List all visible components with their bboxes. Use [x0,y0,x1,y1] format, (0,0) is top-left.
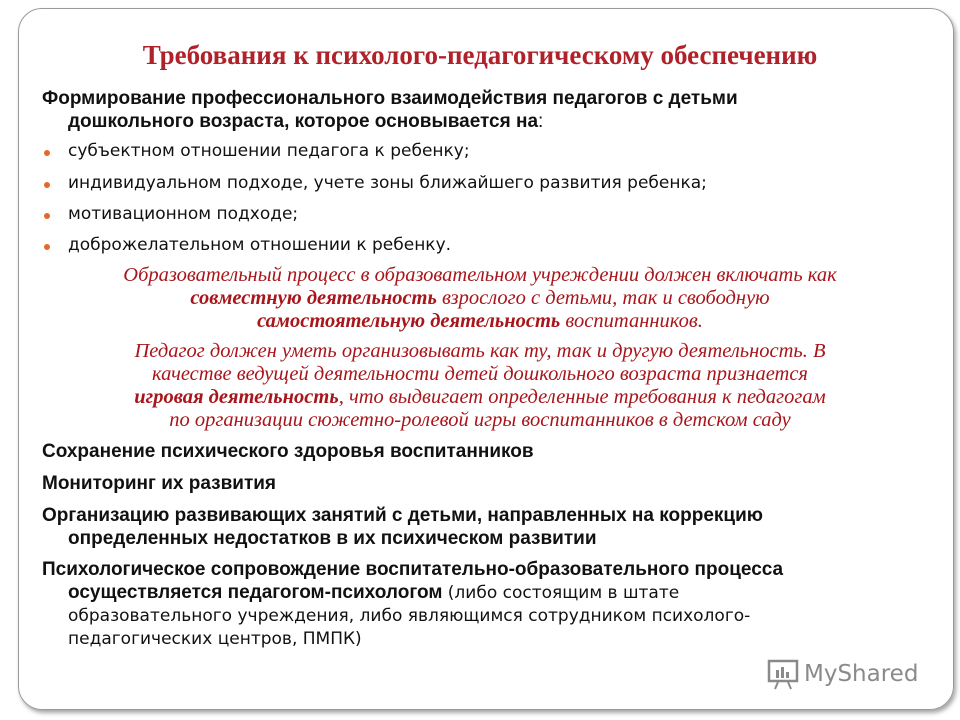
intro-colon: : [538,111,544,132]
intro-line-1: Формирование профессионального взаимодействия педагогов с детьми [42,88,738,109]
bullet-icon [44,244,50,250]
text: воспитанников. [560,310,703,332]
para2-line-1: Педагог должен уметь организовывать как ту, так и другую деятельность. В [134,340,826,362]
intro-text: дошкольного возраста, которое основывается на [68,111,539,132]
item-support-line-2 [68,582,679,604]
watermark-text: MyShared [804,661,919,687]
para2-line-2: качестве ведущей деятельности детей дошкольного возраста признается [152,363,808,385]
bullet-icon [44,182,50,188]
emphasis: игровая деятельность [134,386,339,408]
item-classes-line-1: Организацию развивающих занятий с детьми, направленных на коррекцию [42,505,763,526]
bullet-icon [44,213,50,219]
item-classes-line-2: определенных недостатков в их психическом развитии [68,528,597,549]
emphasis: совместную деятельность [190,287,437,309]
bullet-icon [44,150,50,156]
item-monitoring: Мониторинг их развития [42,473,277,494]
bullet-item: мотивационном подходе; [68,204,299,224]
text: взрослого с детьми, так и свободную [436,287,770,309]
intro-line-2 [68,111,543,133]
bullet-item: доброжелательном отношении к ребенку. [68,235,452,255]
emphasis: осуществляется педагогом-психологом [68,582,443,603]
presentation-icon [766,658,800,690]
watermark-logo [766,658,918,690]
para1-line-2 [0,287,960,310]
slide-title: Требования к психолого-педагогическому обеспечению [142,40,818,70]
item-support-line-1: Психологическое сопровождение воспитательно-образовательного процесса [42,559,784,580]
text: , что выдвигает определенные требования к педагогам [338,386,826,408]
para1-line-1: Образовательный процесс в образовательном учреждении должен включать как [123,264,837,286]
item-support-line-3: образовательного учреждения, либо являющимся сотрудником психолого- [68,606,751,626]
emphasis: самостоятельную деятельность [257,310,561,332]
bullet-item: субъектном отношении педагога к ребенку; [68,141,470,161]
text: (либо состоящим в штате [442,583,680,603]
para2-line-4: по организации сюжетно-ролевой игры воспитанников в детском саду [169,409,791,431]
para2-line-3 [0,386,960,409]
item-health: Сохранение психического здоровья воспитанников [42,441,534,462]
para1-line-3 [0,310,960,333]
item-support-line-4: педагогических центров, ПМПК) [68,629,362,649]
bullet-item: индивидуальном подходе, учете зоны ближайшего развития ребенка; [68,173,707,193]
